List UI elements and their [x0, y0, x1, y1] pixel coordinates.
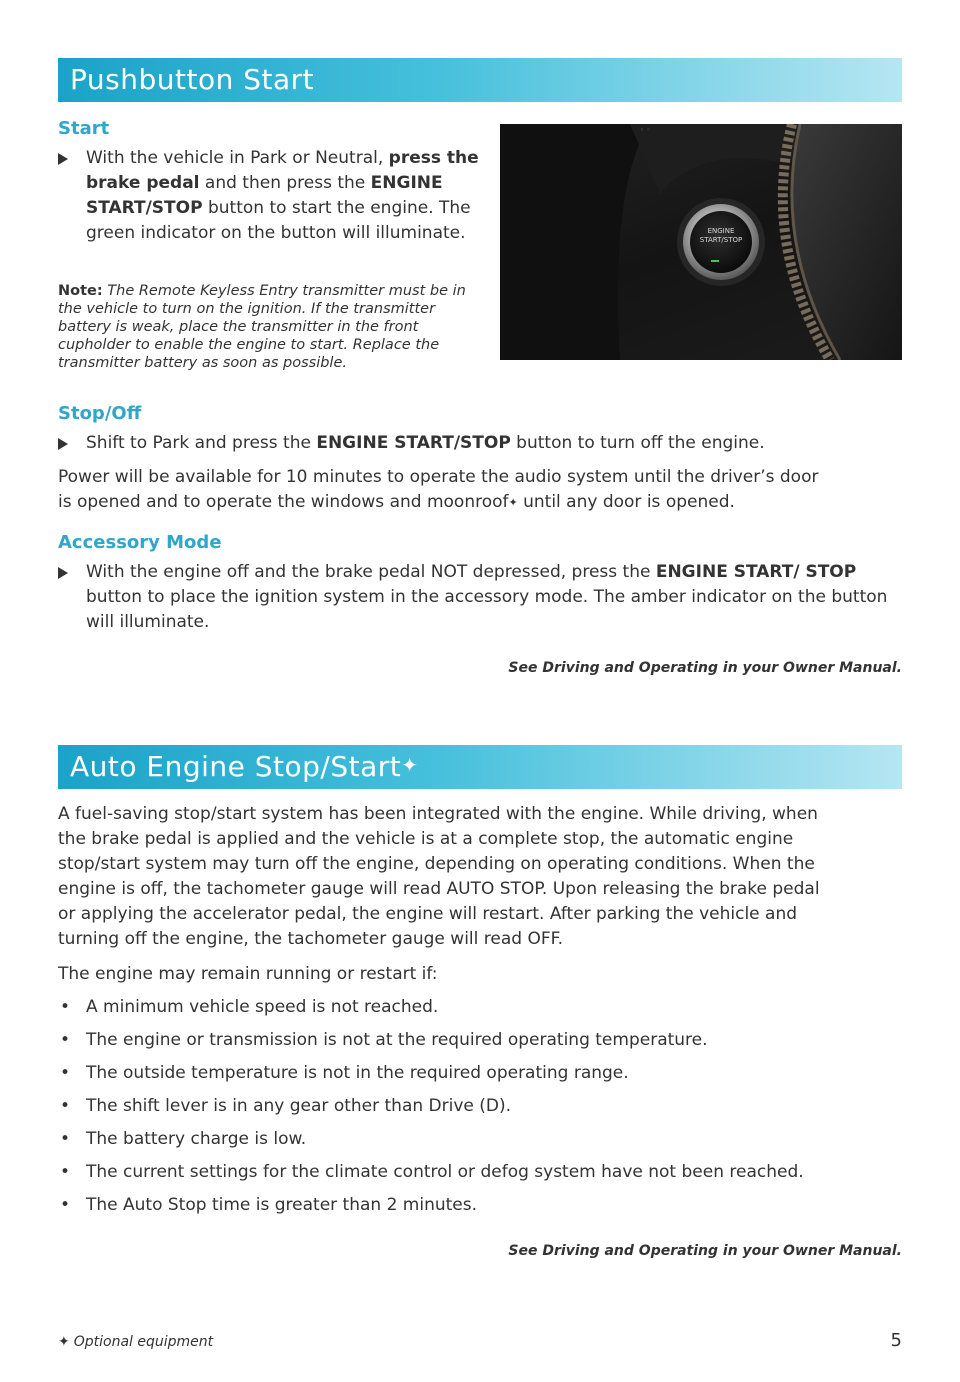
list-item: • The battery charge is low.	[58, 1127, 804, 1160]
list-item: • The outside temperature is not in the required operating range.	[58, 1061, 804, 1094]
power-paragraph: Power will be available for 10 minutes to operate the audio system until the driver’s door is opened and to operate the windows and moonroof✦ until any door is opened.	[58, 467, 819, 512]
conditions-list	[58, 995, 804, 1226]
section-title: Pushbutton Start	[70, 63, 315, 96]
optional-equipment-note: ✦ Optional equipment	[58, 1334, 214, 1350]
list-item: • The engine or transmission is not at the required operating temperature.	[58, 1028, 804, 1061]
list-item: • The shift lever is in any gear other than Drive (D).	[58, 1094, 804, 1127]
stopoff-heading: Stop/Off	[58, 403, 142, 424]
engine-start-button-photo	[500, 124, 902, 360]
auto-stop-intro: A fuel-saving stop/start system has been integrated with the engine. While driving, when the brake pedal is applied and the vehicle is at a complete stop, the automatic engine stop/start system may turn off the engine, depending on operating conditions. When the engine is off, the tachometer gauge will read AUTO STOP. Upon releasing the brake pedal or applying the accelerator pedal, the engine will restart. After parking the vehicle and turning off the engine, the tachometer gauge will read OFF.	[58, 804, 820, 949]
optional-star-icon: ✦	[508, 496, 518, 509]
pushbutton-start-banner	[58, 58, 902, 102]
start-heading: Start	[58, 118, 110, 139]
button-label: ENGINE START/STOP	[699, 227, 743, 244]
start-bullet: With the vehicle in Park or Neutral, press the brake pedal and then press the ENGINE START/STOP button to start the engine. The green indicator on the button will illuminate.	[58, 146, 488, 246]
owner-manual-reference: See Driving and Operating in your Owner Manual.	[508, 1243, 902, 1259]
list-item: • The Auto Stop time is greater than 2 minutes.	[58, 1193, 804, 1226]
transmitter-note: Note: The Remote Keyless Entry transmitter must be in the vehicle to turn on the ignition. If the transmitter battery is weak, place the transmitter in the front cupholder to enable the engine to start. Replace the transmitter battery as soon as possible.	[58, 283, 466, 371]
accessory-heading: Accessory Mode	[58, 532, 222, 553]
optional-star-icon: ✦	[401, 753, 419, 777]
svg-text:◦ ◦: ◦ ◦	[640, 126, 651, 134]
stopoff-bullet: Shift to Park and press the ENGINE START/STOP button to turn off the engine.	[58, 431, 908, 456]
page-number: 5	[890, 1330, 902, 1351]
list-item: • A minimum vehicle speed is not reached.	[58, 995, 804, 1028]
list-item: • The current settings for the climate control or defog system have not been reached.	[58, 1160, 804, 1193]
arrow-right-icon	[58, 438, 68, 450]
list-intro: The engine may remain running or restart if:	[58, 964, 438, 984]
arrow-right-icon	[58, 153, 68, 165]
accessory-bullet: With the engine off and the brake pedal NOT depressed, press the ENGINE START/ STOP button to place the ignition system in the accessory mode. The amber indicator on the button will illuminate.	[58, 560, 888, 635]
auto-stop-start-banner	[58, 745, 902, 789]
arrow-right-icon	[58, 567, 68, 579]
section-title: Auto Engine Stop/Start	[70, 750, 402, 783]
owner-manual-reference: See Driving and Operating in your Owner Manual.	[508, 660, 902, 676]
optional-star-icon: ✦	[58, 1334, 70, 1350]
